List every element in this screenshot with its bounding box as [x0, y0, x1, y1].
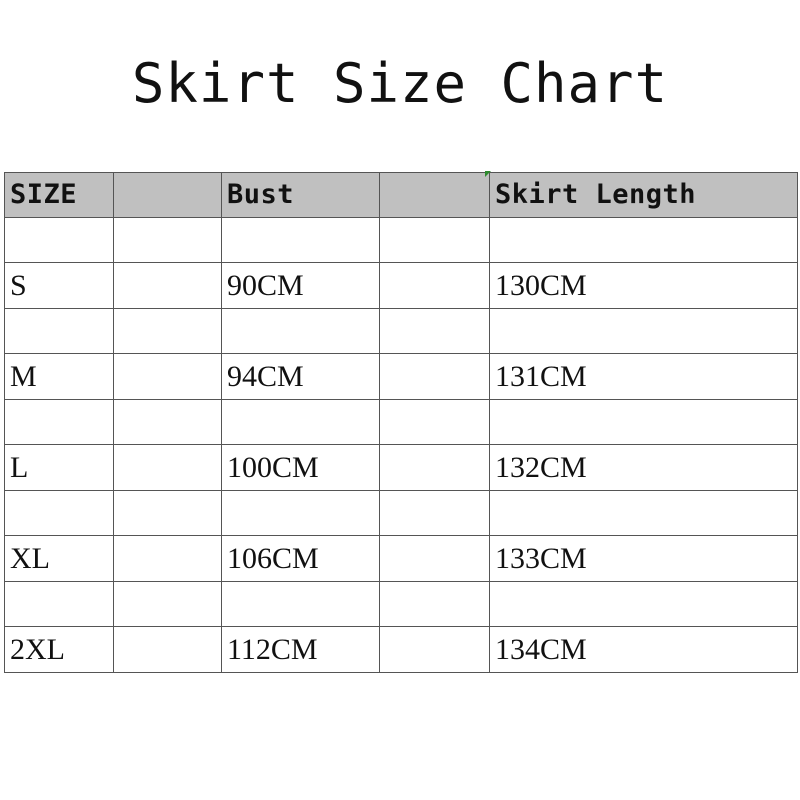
table-cell [380, 218, 490, 263]
table-cell [222, 218, 380, 263]
size-cell: 2XL [5, 627, 114, 673]
table-row [5, 263, 798, 309]
header-cell-empty [114, 173, 222, 218]
table-row [5, 627, 798, 673]
table-row [5, 536, 798, 582]
table-cell [380, 309, 490, 354]
table-cell [114, 536, 222, 582]
table-cell [380, 400, 490, 445]
table-cell [490, 582, 798, 627]
size-cell: L [5, 445, 114, 491]
table-cell [380, 354, 490, 400]
bust-cell: 106CM [222, 536, 380, 582]
table-cell [380, 491, 490, 536]
table-cell [490, 491, 798, 536]
size-cell: M [5, 354, 114, 400]
table-cell [222, 309, 380, 354]
table-row [5, 445, 798, 491]
table-cell [114, 627, 222, 673]
table-spacer-row [5, 400, 798, 445]
bust-cell: 100CM [222, 445, 380, 491]
table-cell [380, 582, 490, 627]
size-cell: S [5, 263, 114, 309]
table-spacer-row [5, 218, 798, 263]
bust-cell: 94CM [222, 354, 380, 400]
table-cell [380, 263, 490, 309]
table-cell [490, 309, 798, 354]
skirt-length-cell: 131CM [490, 354, 798, 400]
table-spacer-row [5, 491, 798, 536]
skirt-length-cell: 133CM [490, 536, 798, 582]
table-row [5, 354, 798, 400]
table-spacer-row [5, 582, 798, 627]
table-cell [114, 354, 222, 400]
header-cell-size: SIZE [5, 173, 114, 218]
table-cell [5, 491, 114, 536]
skirt-length-cell: 130CM [490, 263, 798, 309]
table-cell [5, 309, 114, 354]
table-cell [380, 627, 490, 673]
table-header-row [5, 173, 798, 218]
header-cell-empty [380, 173, 490, 218]
cell-comment-marker [485, 171, 491, 177]
skirt-length-cell: 132CM [490, 445, 798, 491]
table-cell [114, 309, 222, 354]
table-cell [114, 582, 222, 627]
table-cell [5, 400, 114, 445]
bust-cell: 112CM [222, 627, 380, 673]
header-cell-skirt-length: Skirt Length [490, 173, 798, 218]
table-cell [114, 491, 222, 536]
table-cell [222, 400, 380, 445]
table-cell [114, 400, 222, 445]
table-cell [380, 536, 490, 582]
table-cell [380, 445, 490, 491]
table-cell [114, 263, 222, 309]
table-cell [490, 400, 798, 445]
table-spacer-row [5, 309, 798, 354]
table-cell [5, 218, 114, 263]
skirt-length-cell: 134CM [490, 627, 798, 673]
table-cell [5, 582, 114, 627]
table-cell [222, 491, 380, 536]
size-cell: XL [5, 536, 114, 582]
table-cell [222, 582, 380, 627]
bust-cell: 90CM [222, 263, 380, 309]
table-cell [114, 218, 222, 263]
table-cell [114, 445, 222, 491]
header-cell-bust: Bust [222, 173, 380, 218]
size-chart-table [4, 172, 798, 673]
table-cell [490, 218, 798, 263]
page-title: Skirt Size Chart [131, 52, 669, 115]
